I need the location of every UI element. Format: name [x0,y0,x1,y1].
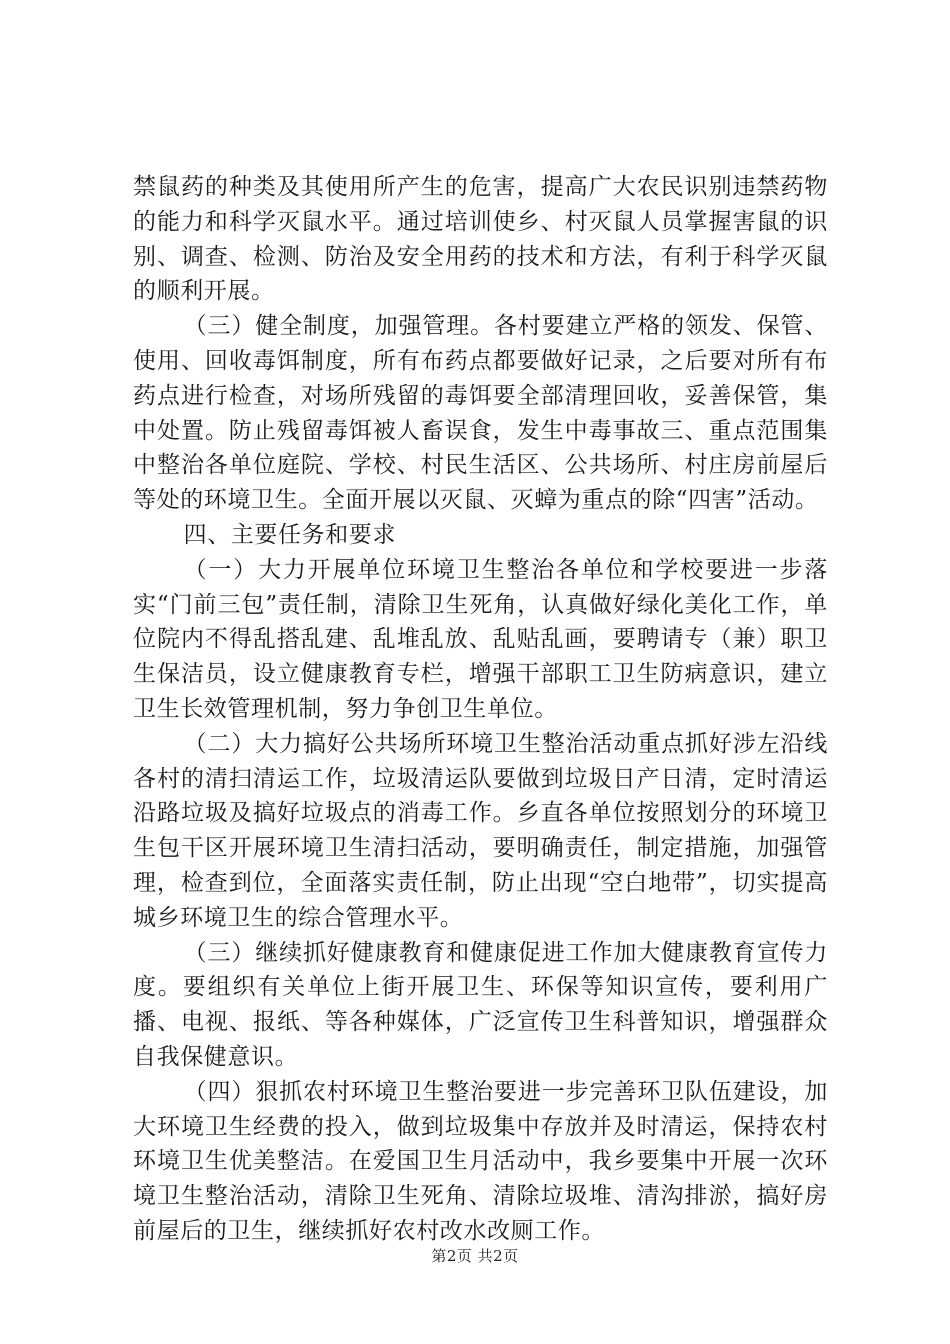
paragraph-task-4: （四）狠抓农村环境卫生整治要进一步完善环卫队伍建设，加大环境卫生经费的投入，做到垃圾集中存放并及时清运，保持农村环境卫生优美整洁。在爱国卫生月活动中，我乡要集中开展一次环境卫生整治活动，清除卫生死角、清除垃圾堆、清沟排淤，搞好房前屋后的卫生，继续抓好农村改水改厕工作。 [133,1078,828,1244]
paragraph-continuation: 禁鼠药的种类及其使用所产生的危害，提高广大农民识别违禁药物的能力和科学灭鼠水平。通过培训使乡、村灭鼠人员掌握害鼠的识别、调查、检测、防治及安全用药的技术和方法，有利于科学灭鼠的顺利开展。 [133,174,828,305]
page-footer [0,1245,950,1266]
paragraph-task-1: （一）大力开展单位环境卫生整治各单位和学校要进一步落实“门前三包”责任制，清除卫生死角，认真做好绿化美化工作，单位院内不得乱搭乱建、乱堆乱放、乱贴乱画，要聘请专（兼）职卫生保洁员，设立健康教育专栏，增强干部职工卫生防病意识，建立卫生长效管理机制，努力争创卫生单位。 [133,556,828,722]
paragraph-task-2: （二）大力搞好公共场所环境卫生整治活动重点抓好涉左沿线各村的清扫清运工作，垃圾清运队要做到垃圾日产日清，定时清运沿路垃圾及搞好垃圾点的消毒工作。乡直各单位按照划分的环境卫生包干区开展环境卫生清扫活动，要明确责任，制定措施，加强管理，检查到位，全面落实责任制，防止出现“空白地带”，切实提高城乡环境卫生的综合管理水平。 [133,730,828,931]
page-number-label: 第2页 共2页 [431,1247,519,1265]
paragraph-task-3: （三）继续抓好健康教育和健康促进工作加大健康教育宣传力度。要组织有关单位上街开展卫生、环保等知识宣传，要利用广播、电视、报纸、等各种媒体，广泛宣传卫生科普知识，增强群众自我保健意识。 [133,939,828,1070]
document-body [133,170,828,1249]
paragraph-section-3-system: （三）健全制度，加强管理。各村要建立严格的领发、保管、使用、回收毒饵制度，所有布药点都要做好记录，之后要对所有布药点进行检查，对场所残留的毒饵要全部清理回收，妥善保管，集中处置。防止残留毒饵被人畜误食，发生中毒事故三、重点范围集中整治各单位庭院、学校、村民生活区、公共场所、村庄房前屋后等处的环境卫生。全面开展以灭鼠、灭蟑为重点的除“四害”活动。 [133,313,828,514]
section-heading-main-tasks: 四、主要任务和要求 [183,521,396,548]
